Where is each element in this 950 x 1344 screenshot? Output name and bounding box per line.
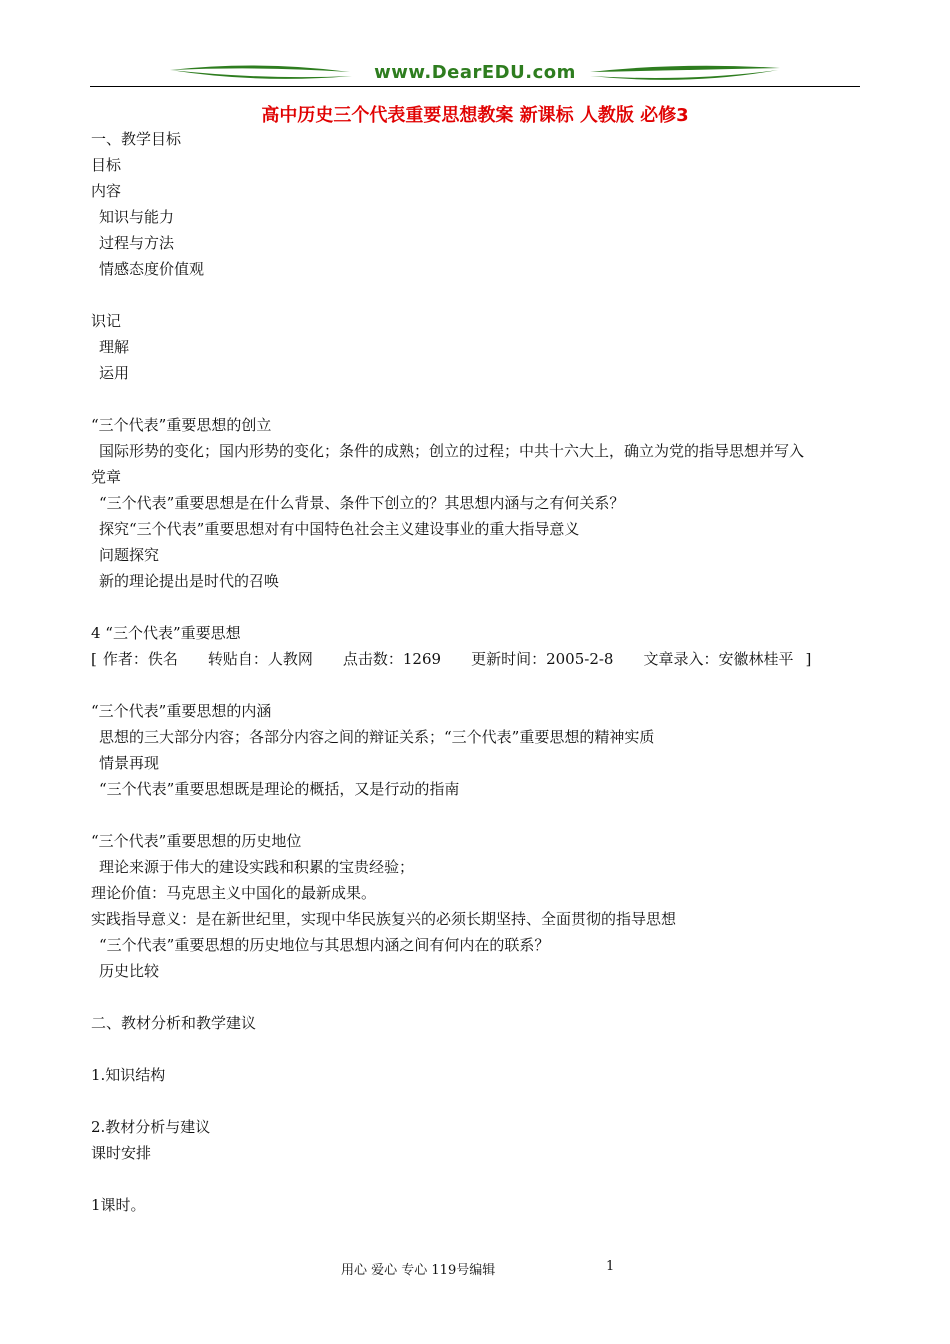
text-line: “三个代表”重要思想的创立: [91, 416, 272, 434]
meta-entry: 文章录入：安徽林桂平: [643, 650, 794, 668]
text-line: 情感态度价值观: [99, 260, 205, 278]
text-line: 党章: [91, 468, 122, 486]
text-line: [91, 1088, 866, 1114]
meta-hits: 点击数：1269: [342, 650, 442, 668]
meta-close-bracket: ]: [805, 650, 812, 668]
text-line: 历史比较: [99, 962, 160, 980]
footer-text: 用心 爱心 专心 119号编辑: [341, 1263, 496, 1278]
text-line: 问题探究: [99, 546, 160, 564]
text-line: [91, 802, 866, 828]
text-line: 实践指导意义：是在新世纪里，实现中华民族复兴的必须长期坚持、全面贯彻的指导思想: [91, 910, 677, 928]
text-line: 二、教材分析和教学建议: [91, 1014, 257, 1032]
text-line: 理论价值：马克思主义中国化的最新成果。: [91, 884, 377, 902]
text-line: 1课时。: [91, 1196, 146, 1214]
text-line: [91, 594, 866, 620]
text-line: 运用: [99, 364, 130, 382]
page-number: 1: [606, 1259, 615, 1274]
text-line: [91, 1166, 866, 1192]
meta-source: 转贴自：人教网: [207, 650, 313, 668]
text-line: 目标: [91, 156, 122, 174]
text-line: 新的理论提出是时代的召唤: [99, 572, 280, 590]
text-line: [91, 672, 866, 698]
meta-updated: 更新时间：2005-2-8: [471, 650, 614, 668]
text-line: [91, 1036, 866, 1062]
text-line: 理解: [99, 338, 130, 356]
text-line: [91, 984, 866, 1010]
meta-open-bracket: [: [91, 650, 97, 668]
text-line: 过程与方法: [99, 234, 175, 252]
text-line: 情景再现: [99, 754, 160, 772]
text-line: 一、教学目标: [91, 130, 182, 148]
text-line: 思想的三大部分内容；各部分内容之间的辩证关系；“三个代表”重要思想的精神实质: [99, 728, 655, 746]
text-line: “三个代表”重要思想既是理论的概括，又是行动的指南: [99, 780, 460, 798]
text-line: 1.知识结构: [91, 1066, 166, 1084]
text-line: “三个代表”重要思想是在什么背景、条件下创立的？其思想内涵与之有何关系？: [99, 494, 625, 512]
text-line: 识记: [91, 312, 122, 330]
text-line: 2.教材分析与建议: [91, 1118, 211, 1136]
text-line: 国际形势的变化；国内形势的变化；条件的成熟；创立的过程；中共十六大上，确立为党的指导思想并写入: [99, 442, 805, 460]
header-rule: [90, 86, 860, 87]
text-line: [91, 282, 866, 308]
text-line: 知识与能力: [99, 208, 175, 226]
document-body: [91, 126, 866, 1218]
text-line: “三个代表”重要思想的历史地位与其思想内涵之间有何内在的联系？: [99, 936, 550, 954]
text-line: 理论来源于伟大的建设实践和积累的宝贵经验；: [99, 858, 415, 876]
text-line: 探究“三个代表”重要思想对有中国特色社会主义建设事业的重大指导意义: [99, 520, 580, 538]
meta-author: 作者：佚名: [102, 650, 178, 668]
text-line: “三个代表”重要思想的内涵: [91, 702, 272, 720]
body-lines-part1: [91, 126, 866, 646]
body-lines-part2: [91, 672, 866, 1218]
logo-text: www.DearEDU.com: [374, 62, 576, 83]
text-line: 课时安排: [91, 1144, 152, 1162]
text-line: 4 “三个代表”重要思想: [91, 624, 241, 642]
text-line: “三个代表”重要思想的历史地位: [91, 832, 302, 850]
text-line: [91, 386, 866, 412]
article-meta: [91, 646, 866, 672]
text-line: 内容: [91, 182, 122, 200]
document-title: 高中历史三个代表重要思想教案 新课标 人教版 必修3: [261, 105, 689, 126]
